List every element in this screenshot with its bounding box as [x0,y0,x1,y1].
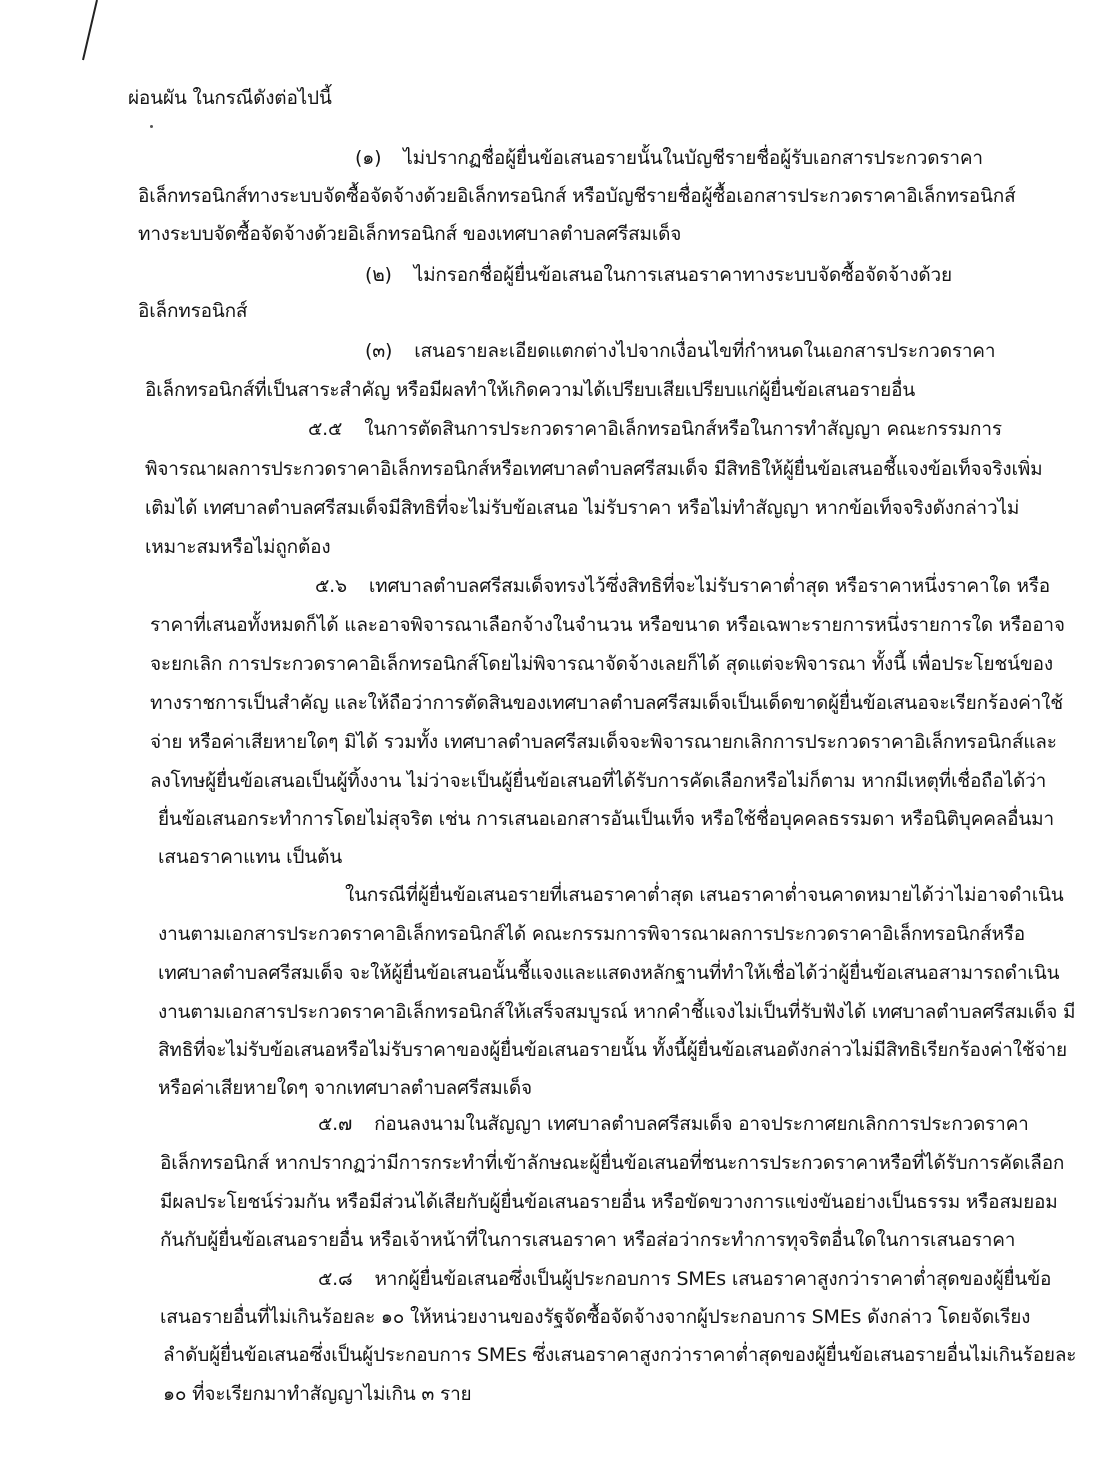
section-5-7-line-2: อิเล็กทรอนิกส์ หากปรากฏว่ามีการกระทำที่เข้าลักษณะผู้ยื่นข้อเสนอที่ชนะการประกวดราคาหรือที่ได้รับการคัดเลือก [160,1152,1065,1174]
section-5-6-para2-line-2: งานตามเอกสารประกวดราคาอิเล็กทรอนิกส์ได้ คณะกรรมการพิจารณาผลการประกวดราคาอิเล็กทรอนิกส์หรือ [158,923,1025,945]
section-5-7-line-3: มีผลประโยชน์ร่วมกัน หรือมีส่วนได้เสียกับผู้ยื่นข้อเสนอรายอื่น หรือขัดขวางการแข่งขันอย่างเป็นธรรม หรือสมยอม [160,1191,1058,1213]
section-5-6-para2-line-6: หรือค่าเสียหายใดๆ จากเทศบาลตำบลศรีสมเด็จ [158,1077,532,1099]
section-5-8-line-4: ๑๐ ที่จะเรียกมาทำสัญญาไม่เกิน ๓ ราย [163,1383,472,1405]
section-5-6-line-6: ลงโทษผู้ยื่นข้อเสนอเป็นผู้ทิ้งงาน ไม่ว่าจะเป็นผู้ยื่นข้อเสนอที่ได้รับการคัดเลือกหรือไม่ก็ตาม หากมีเหตุที่เชื่อถือได้ว่า [150,770,1047,792]
section-5-8-line-3: ลำดับผู้ยื่นข้อเสนอซึ่งเป็นผู้ประกอบการ SMEs ซึ่งเสนอราคาสูงกว่าราคาต่ำสุดของผู้ยื่นข้อเสนอรายอื่นไม่เกินร้อยละ [163,1344,1077,1366]
section-5-5-line-4: เหมาะสมหรือไม่ถูกต้อง [145,536,331,558]
section-5-7-number: ๕.๗ [318,1113,353,1135]
section-5-6-number: ๕.๖ [315,575,347,597]
item-1-line-1: (๑) ไม่ปรากฏชื่อผู้ยื่นข้อเสนอรายนั้นในบัญชีรายชื่อผู้รับเอกสารประกวดราคา [355,147,983,169]
scan-edge-line [0,0,120,140]
item-3-line-1: (๓) เสนอรายละเอียดแตกต่างไปจากเงื่อนไขที่กำหนดในเอกสารประกวดราคา [365,340,996,362]
section-5-6-para2-line-1: ในกรณีที่ผู้ยื่นข้อเสนอรายที่เสนอราคาต่ำสุด เสนอราคาต่ำจนคาดหมายได้ว่าไม่อาจดำเนิน [345,884,1064,906]
item-2-line-1: (๒) ไม่กรอกชื่อผู้ยื่นข้อเสนอในการเสนอราคาทางระบบจัดซื้อจัดจ้างด้วย [365,264,952,286]
section-5-6-line-8: เสนอราคาแทน เป็นต้น [158,846,343,868]
section-5-7-line-1: ๕.๗ ก่อนลงนามในสัญญา เทศบาลตำบลศรีสมเด็จ อาจประกาศยกเลิกการประกวดราคา [318,1113,1029,1135]
section-5-6-line-1: ๕.๖ เทศบาลตำบลศรีสมเด็จทรงไว้ซึ่งสิทธิที่จะไม่รับราคาต่ำสุด หรือราคาหนึ่งราคาใด หรือ [315,575,1051,597]
section-5-6-para2-line-5: สิทธิที่จะไม่รับข้อเสนอหรือไม่รับราคาของผู้ยื่นข้อเสนอรายนั้น ทั้งนี้ผู้ยื่นข้อเสนอดังกล่าวไม่มีสิทธิเรียกร้องค่าใช้จ่าย [158,1039,1067,1061]
scan-speck [150,125,153,128]
item-2-number: (๒) [365,264,392,286]
section-5-7-line-4: กันกับผู้ยื่นข้อเสนอรายอื่น หรือเจ้าหน้าที่ในการเสนอราคา หรือส่อว่ากระทำการทุจริตอื่นใดในการเสนอราคา [160,1229,1016,1251]
section-5-5-line-1: ๕.๕ ในการตัดสินการประกวดราคาอิเล็กทรอนิกส์หรือในการทำสัญญา คณะกรรมการ [308,418,1002,440]
item-3-number: (๓) [365,340,393,362]
item-1-number: (๑) [355,147,382,169]
section-5-5-line-3: เติมได้ เทศบาลตำบลศรีสมเด็จมีสิทธิที่จะไม่รับข้อเสนอ ไม่รับราคา หรือไม่ทำสัญญา หากข้อเท็จจริงดังกล่าวไม่ [145,497,1020,519]
section-5-6-line-5: จ่าย หรือค่าเสียหายใดๆ มิได้ รวมทั้ง เทศบาลตำบลศรีสมเด็จจะพิจารณายกเลิกการประกวดราคาอิเล็กทรอนิกส์และ [150,731,1057,753]
section-5-6-line-7: ยื่นข้อเสนอกระทำการโดยไม่สุจริต เช่น การเสนอเอกสารอันเป็นเท็จ หรือใช้ชื่อบุคคลธรรมดา หรือนิติบุคคลอื่นมา [158,808,1054,830]
item-2-line-2: อิเล็กทรอนิกส์ [138,300,248,322]
section-5-6-para2-line-3: เทศบาลตำบลศรีสมเด็จ จะให้ผู้ยื่นข้อเสนอนั้นชี้แจงและแสดงหลักฐานที่ทำให้เชื่อได้ว่าผู้ยื่นข้อเสนอสามารถดำเนิน [158,962,1060,984]
opening-line: ผ่อนผัน ในกรณีดังต่อไปนี้ [128,87,332,109]
item-1-line-3: ทางระบบจัดซื้อจัดจ้างด้วยอิเล็กทรอนิกส์ ของเทศบาลตำบลศรีสมเด็จ [138,223,682,245]
section-5-6-line-2: ราคาที่เสนอทั้งหมดก็ได้ และอาจพิจารณาเลือกจ้างในจำนวน หรือขนาด หรือเฉพาะรายการหนึ่งรายการใด หรืออาจ [150,614,1065,636]
section-5-8-number: ๕.๘ [318,1268,353,1290]
section-5-8-line-1: ๕.๘ หากผู้ยื่นข้อเสนอซึ่งเป็นผู้ประกอบการ SMEs เสนอราคาสูงกว่าราคาต่ำสุดของผู้ยื่นข้อ [318,1268,1052,1290]
section-5-5-number: ๕.๕ [308,418,343,440]
item-3-line-2: อิเล็กทรอนิกส์ที่เป็นสาระสำคัญ หรือมีผลทำให้เกิดความได้เปรียบเสียเปรียบแก่ผู้ยื่นข้อเสนอรายอื่น [145,379,916,401]
section-5-6-line-3: จะยกเลิก การประกวดราคาอิเล็กทรอนิกส์โดยไม่พิจารณาจัดจ้างเลยก็ได้ สุดแต่จะพิจารณา ทั้งนี้ เพื่อประโยชน์ของ [150,653,1053,675]
section-5-6-line-4: ทางราชการเป็นสำคัญ และให้ถือว่าการตัดสินของเทศบาลตำบลศรีสมเด็จเป็นเด็ดขาดผู้ยื่นข้อเสนอจะเรียกร้องค่าใช้ [150,692,1063,714]
section-5-8-line-2: เสนอรายอื่นที่ไม่เกินร้อยละ ๑๐ ให้หน่วยงานของรัฐจัดซื้อจัดจ้างจากผู้ประกอบการ SMEs ดังกล่าว โดยจัดเรียง [160,1306,1031,1328]
section-5-6-para2-line-4: งานตามเอกสารประกวดราคาอิเล็กทรอนิกส์ให้เสร็จสมบูรณ์ หากคำชี้แจงไม่เป็นที่รับฟังได้ เทศบาลตำบลศรีสมเด็จ มี [158,1001,1076,1023]
section-5-5-line-2: พิจารณาผลการประกวดราคาอิเล็กทรอนิกส์หรือเทศบาลตำบลศรีสมเด็จ มีสิทธิให้ผู้ยื่นข้อเสนอชี้แจงข้อเท็จจริงเพิ่ม [145,458,1043,480]
item-1-line-2: อิเล็กทรอนิกส์ทางระบบจัดซื้อจัดจ้างด้วยอิเล็กทรอนิกส์ หรือบัญชีรายชื่อผู้ซื้อเอกสารประกวดราคาอิเล็กทรอนิกส์ [138,185,1016,207]
